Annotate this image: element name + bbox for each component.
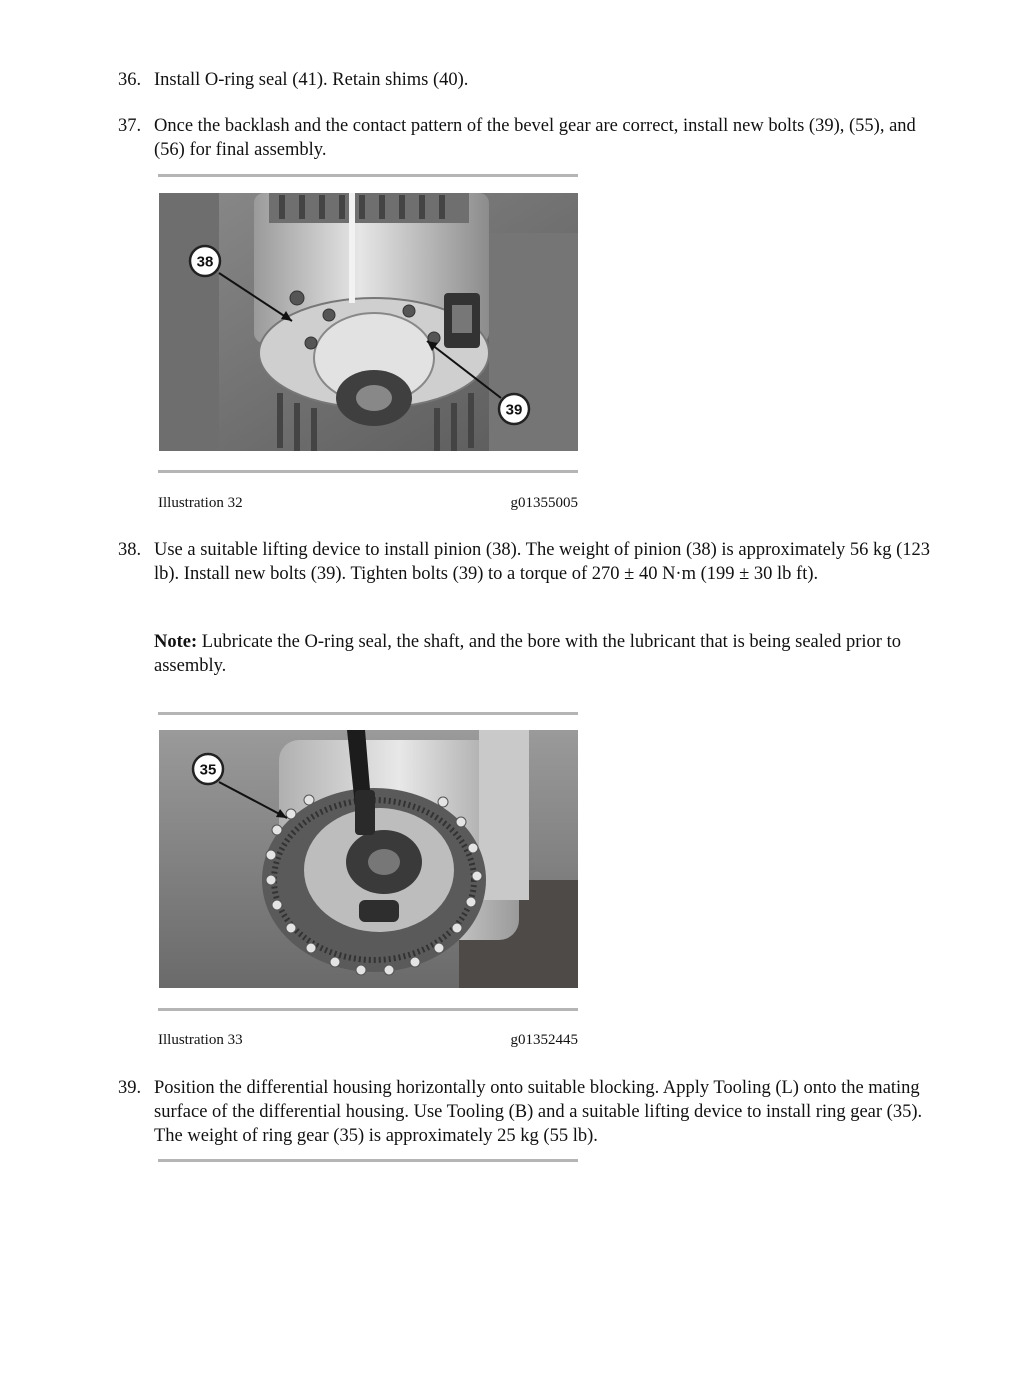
figure-bottom-rule: [158, 470, 578, 473]
graphic-id: g01352445: [510, 1032, 578, 1048]
note-text: Lubricate the O-ring seal, the shaft, and the bore with the lubricant that is being sealed prior to assembly.: [154, 632, 901, 676]
step-text: Once the backlash and the contact pattern of the bevel gear are correct, install new bolts (39), (55), and (56) for final assembly.: [154, 116, 916, 160]
callout-label: 38: [196, 253, 214, 271]
illustration-label: Illustration 33: [158, 1032, 243, 1048]
pinion-housing-photo: [159, 193, 578, 451]
step-text: Install O-ring seal (41). Retain shims (40).: [154, 70, 469, 90]
step-number: 38.: [118, 540, 142, 560]
step-37: [118, 114, 938, 162]
step-number: 36.: [118, 70, 142, 90]
illustration-33-photo: [159, 730, 578, 988]
step-39: [118, 1076, 938, 1148]
step-36: [118, 68, 938, 92]
step-text: Position the differential housing horizontally onto suitable blocking. Apply Tooling (L) onto the mating surface of the differential housing. Use Tooling (B) and a suitable lifting device to install ring gear (35). The weight of ring gear (35) is approximately 25 kg (55 lb).: [154, 1078, 923, 1146]
step-number: 39.: [118, 1078, 142, 1098]
step-number: 37.: [118, 116, 142, 136]
illustration-33-caption: [158, 1031, 578, 1049]
callout-label: 39: [505, 401, 523, 419]
ring-gear-photo: [159, 730, 578, 988]
note-label: Note:: [154, 632, 198, 652]
figure-top-rule: [158, 712, 578, 715]
step-38: [118, 538, 938, 586]
note: [154, 630, 914, 678]
callout-label: 35: [199, 761, 217, 779]
figure-top-rule: [158, 174, 578, 177]
graphic-id: g01355005: [510, 495, 578, 511]
step-text: Use a suitable lifting device to install pinion (38). The weight of pinion (38) is approximately 56 kg (123 lb). Install new bolts (39). Tighten bolts (39) to a torque of 270 ± 40 N·m (199 ± 30 lb ft).: [154, 540, 930, 584]
figure-bottom-rule: [158, 1008, 578, 1011]
illustration-label: Illustration 32: [158, 495, 243, 511]
illustration-32-caption: [158, 494, 578, 512]
illustration-32-photo: [159, 193, 578, 451]
figure-top-rule: [158, 1159, 578, 1162]
